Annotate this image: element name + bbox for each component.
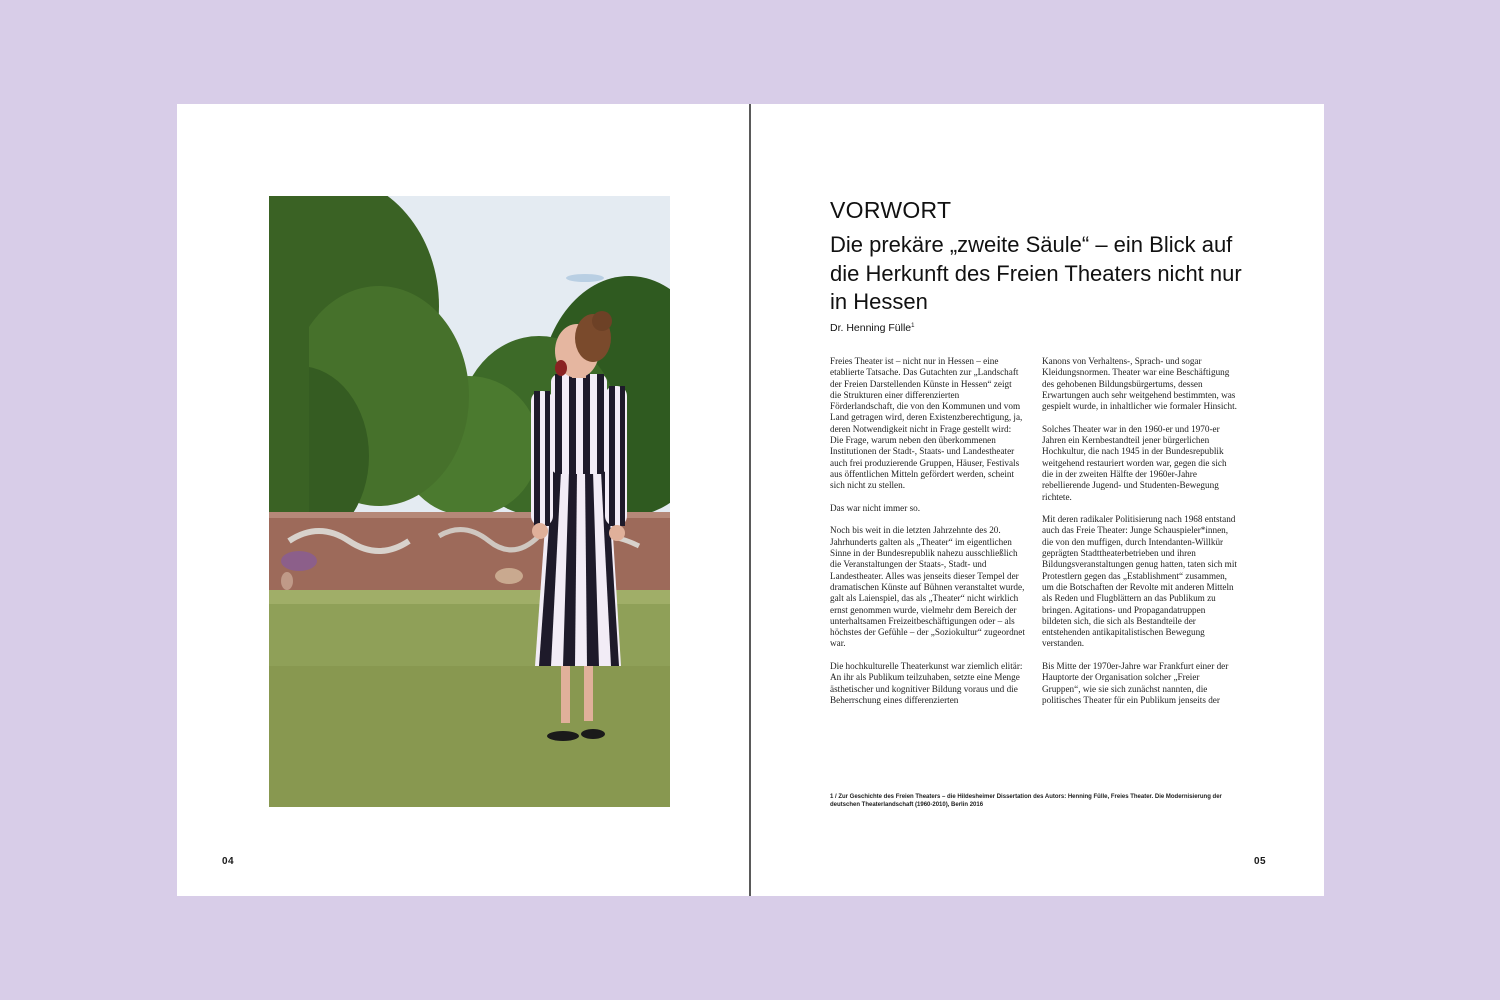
footnote: 1 / Zur Geschichte des Freien Theaters – die Hildesheimer Dissertation des Autors: Henning Fülle, Freies Theater. Die Modernisierung der deutschen Theaterlandschaft (1960-2010), Berlin 2016 — [830, 794, 1222, 808]
paragraph: Kanons von Verhaltens-, Sprach- und sogar Kleidungsnormen. Theater war eine Beschäftigung des gehobenen Bildungsbürgertums, dessen Erwartungen auch sehr weitgehend bestimmten, was gespielt wurde, in inhaltlicher wie formaler Hinsicht. — [1042, 356, 1237, 412]
photo-illustration — [269, 196, 670, 807]
photo-performer-striped-dress — [269, 196, 670, 807]
article-title: Die prekäre „zweite Säule“ – ein Blick auf die Herkunft des Freien Theaters nicht nur in Hessen — [830, 232, 1242, 314]
page-number: 04 — [222, 856, 235, 867]
paragraph: Die hochkulturelle Theaterkunst war ziemlich elitär: An ihr als Publikum teilzuhaben, setzte eine Menge ästhetischer und kognitiver Bildung voraus und die Beherrschung eines differenzierten — [830, 661, 1023, 705]
footnote-marker: 1 — [911, 323, 915, 329]
text-column-right — [1042, 356, 1237, 718]
author-name: Dr. Henning Fülle — [830, 322, 912, 334]
section-heading: VORWORT — [830, 197, 952, 223]
left-page — [177, 104, 749, 896]
text-column-left — [830, 356, 1025, 718]
paragraph: Bis Mitte der 1970er-Jahre war Frankfurt einer der Hauptorte der Organisation solcher „Freier Gruppen“, wie sie sich zunächst nannten, die politisches Theater für ein Publikum jenseits der — [1042, 661, 1229, 705]
paragraph: Das war nicht immer so. — [830, 502, 921, 513]
paragraph: Noch bis weit in die letzten Jahrzehnte des 20. Jahrhunderts galten als „Theater“ im eigentlichen Sinne in der Bundesrepublik nahezu ausschließlich die Veranstaltungen der Staats-, Stadt- und Landestheater. Alles was jenseits dieser Tempel der dramatischen Künste auf Bühnen veranstaltet wurde, galt als Laienspiel, das als „Theater“ nicht wirklich ernst genommen wurde, vielmehr dem Bereich der unterhaltsamen Freizeitbeschäftigungen oder – als höchstes der Gefühle – der „Soziokultur“ zugeordnet war. — [830, 525, 1025, 649]
right-page — [751, 104, 1324, 896]
paragraph: Freies Theater ist – nicht nur in Hessen – eine etablierte Tatsache. Das Gutachten zur „Landschaft der Freien Darstellenden Künste in Hessen“ zeigt die Strukturen einer differenzierten Förderlandschaft, die von den Kommunen und vom Land getragen wird, deren Existenzberechtigung, ja, deren Notwendigkeit nicht in Frage gestellt wird: Die Frage, warum neben den überkommenen Institutionen der Stadt-, Staats- und Landestheater auch frei produzierende Gruppen, Häuser, Festivals aus öffentlichen Mitteln gefördert werden, scheint sich nicht zu stellen. — [830, 356, 1023, 491]
paragraph: Mit deren radikaler Politisierung nach 1968 entstand auch das Freie Theater: Junge Schauspieler*innen, die von den muffigen, durch Intendanten-Willkür geprägten Stadttheaterbetrieben und ihren Bildungsveranstaltungen genug hatten, taten sich mit Protestlern gegen das „Establishment“ zusammen, um die Botschaften der Revolte mit anderen Mitteln als Reden und Flugblättern an das Publikum zu bringen. Agitations- und Propagandatruppen bildeten sich, die sich als Bestandteile der entstehenden antikapitalistischen Bewegung verstanden. — [1042, 514, 1237, 649]
paragraph: Solches Theater war in den 1960-er und 1970-er Jahren ein Kernbestandteil jener bürgerlichen Hochkultur, die nach 1945 in der Bundesrepublik weitgehend restauriert worden war, gegen die sich die in der zweiten Hälfte der 1960er-Jahre rebellierende Jugend- und Studenten-Bewegung richtete. — [1042, 423, 1227, 502]
page-number: 05 — [1254, 856, 1267, 867]
author-line — [830, 322, 914, 334]
